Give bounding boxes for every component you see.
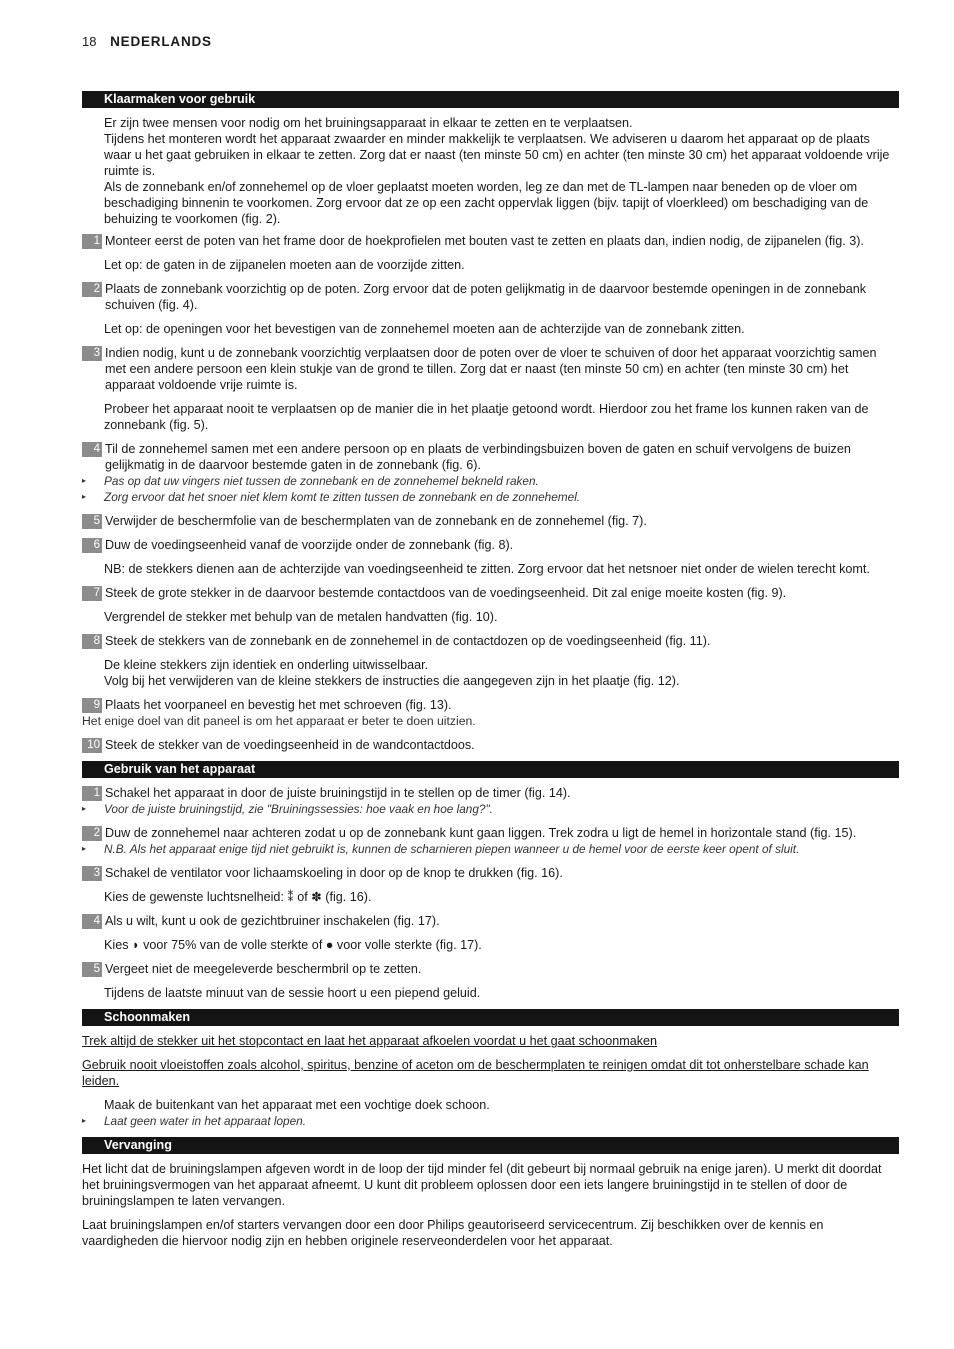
step-number: 2 [82, 282, 102, 297]
section-header-prep: Klaarmaken voor gebruik [82, 91, 899, 108]
step-number: 2 [82, 826, 102, 841]
intro-line-1: Er zijn twee mensen voor nodig om het bruiningsapparaat in elkaar te zetten en te verplaatsen. [104, 116, 633, 130]
bullet-icon: ▸ [82, 1116, 87, 1125]
step-note: Kies ◗ voor 75% van de volle sterkte of ● voor volle sterkte (fig. 17). [104, 938, 482, 952]
page-content [82, 91, 899, 1257]
step-note: Tijdens de laatste minuut van de sessie hoort u een piepend geluid. [104, 986, 481, 1000]
section-header-use: Gebruik van het apparaat [82, 761, 899, 778]
intro-line-3: Als de zonnebank en/of zonnehemel op de vloer geplaatst moeten worden, leg ze dan met de TL-lampen naar beneden op de vloer om beschadiging binnenin te voorkomen. Zorg ervoor dat ze op een zacht oppervlak liggen (bijv. tapijt of vloerkleed) om beschadiging van de behuizing te voorkomen (fig. 2). [104, 180, 869, 226]
step-note: Let op: de openingen voor het bevestigen van de zonnehemel moeten aan de achterzijde van de zonnebank zitten. [104, 322, 745, 336]
step-number: 8 [82, 634, 102, 649]
step-number: 4 [82, 442, 102, 457]
step-3: 3 Indien nodig, kunt u de zonnebank voorzichtig verplaatsen door de poten over de vloer te schuiven of door het apparaat voorzichtig samen met een andere persoon een klein stukje van de grond te tillen. Zorg dat er naast (ten minste 50 cm) en achter (ten minste 30 cm) het apparaat voldoende vrije ruimte is. [82, 345, 899, 393]
step-number: 7 [82, 586, 102, 601]
step-number: 9 [82, 698, 102, 713]
paragraph: Het licht dat de bruiningslampen afgeven wordt in de loop der tijd minder fel (dit gebeurt bij normaal gebruik na enige jaren). U merkt dit doordat het bruiningsvermogen van het apparaat afneemt. U kunt dit probleem oplossen door een iets langere bruiningstijd in te stellen of door de bruiningslampen te laten vervangen. [82, 1162, 882, 1208]
bullet-icon: ▸ [82, 804, 87, 813]
step-note: Kies de gewenste luchtsnelheid: ⁑ of ✽ (fig. 16). [104, 890, 372, 904]
step-2: 2 Plaats de zonnebank voorzichtig op de poten. Zorg ervoor dat de poten gelijkmatig in de daarvoor bestemde openingen in de zonnebank schuiven (fig. 4). [82, 281, 899, 313]
page-number: 18 [82, 34, 97, 49]
intro-text [82, 115, 899, 227]
paragraph: Maak de buitenkant van het apparaat met een vochtige doek schoon. [104, 1098, 490, 1112]
paragraph: Laat bruiningslampen en/of starters vervangen door een door Philips geautoriseerd servicecentrum. Zij beschikken over de kennis en vaardigheden die hiervoor nodig zijn en hebben originele reserveonderdelen voor het apparaat. [82, 1218, 824, 1248]
use-step-3: 3 Schakel de ventilator voor lichaamskoeling in door op de knop te drukken (fig. 16). [82, 865, 899, 881]
step-number: 10 [82, 738, 102, 753]
step-note: Probeer het apparaat nooit te verplaatsen op de manier die in het plaatje getoond wordt. Hierdoor zou het frame los kunnen raken van de zonnebank (fig. 5). [104, 402, 869, 432]
use-step-4: 4 Als u wilt, kunt u ook de gezichtbruiner inschakelen (fig. 17). [82, 913, 899, 929]
step-number: 1 [82, 786, 102, 801]
intro-line-2: Tijdens het monteren wordt het apparaat zwaarder en minder makkelijk te verplaatsen. We adviseren u daarom het apparaat op de plaats waar u het gaat gebruiken in elkaar te zetten. Zorg dat er naast (ten minste 50 cm) en achter (ten minste 30 cm) het apparaat voldoende vrije ruimte is. [104, 132, 890, 178]
use-step-1: 1 Schakel het apparaat in door de juiste bruiningstijd in te stellen op de timer (fig. 14). [82, 785, 899, 801]
step-number: 6 [82, 538, 102, 553]
step-8: 8 Steek de stekkers van de zonnebank en de zonnehemel in de contactdozen op de voedingseenheid (fig. 11). [82, 633, 899, 649]
step-10: 10 Steek de stekker van de voedingseenheid in de wandcontactdoos. [82, 737, 899, 753]
step-1: 1 Monteer eerst de poten van het frame door de hoekprofielen met bouten vast te zetten en plaats dan, indien nodig, de zijpanelen (fig. 3). [82, 233, 899, 249]
step-note: De kleine stekkers zijn identiek en onderling uitwisselbaar. Volg bij het verwijderen van de kleine stekkers de instructies die aangegeven zijn in het plaatje (fig. 12). [104, 658, 680, 688]
step-note: NB: de stekkers dienen aan de achterzijde van voedingseenheid te zitten. Zorg ervoor dat het netsnoer niet onder de wielen terecht komt. [104, 562, 870, 576]
warning-text: Gebruik nooit vloeistoffen zoals alcohol, spiritus, benzine of aceton om de beschermplaten te reinigen omdat dit tot onherstelbare schade kan leiden. [82, 1058, 869, 1088]
step-number: 3 [82, 866, 102, 881]
step-number: 5 [82, 514, 102, 529]
use-step-2: 2 Duw de zonnehemel naar achteren zodat u op de zonnebank kunt gaan liggen. Trek zodra u ligt de hemel in horizontale stand (fig. 15). [82, 825, 899, 841]
bullet-item: ▸ N.B. Als het apparaat enige tijd niet gebruikt is, kunnen de scharnieren piepen wanneer u de hemel voor de eerste keer opent of sluit. [82, 842, 800, 856]
bullet-item: ▸ Voor de juiste bruiningstijd, zie "Bruiningssessies: hoe vaak en hoe lang?". [82, 802, 493, 816]
language-label: NEDERLANDS [110, 34, 212, 49]
page-header [82, 34, 212, 50]
step-number: 1 [82, 234, 102, 249]
bullet-icon: ▸ [82, 492, 87, 501]
step-6: 6 Duw de voedingseenheid vanaf de voorzijde onder de zonnebank (fig. 8). [82, 537, 899, 553]
bullet-icon: ▸ [82, 844, 87, 853]
step-4: 4 Til de zonnehemel samen met een andere persoon op en plaats de verbindingsbuizen boven de gaten en schuif vervolgens de buizen gelijkmatig in de daarvoor bestemde gaten in de zonnebank (fig. 6). [82, 441, 899, 473]
step-7: 7 Steek de grote stekker in de daarvoor bestemde contactdoos van de voedingseenheid. Dit zal enige moeite kosten (fig. 9). [82, 585, 899, 601]
step-note: Vergrendel de stekker met behulp van de metalen handvatten (fig. 10). [104, 610, 498, 624]
step-note: Het enige doel van dit paneel is om het apparaat er beter te doen uitzien. [82, 714, 476, 728]
bullet-item: ▸ Zorg ervoor dat het snoer niet klem komt te zitten tussen de zonnebank en de zonnehemel. [82, 490, 581, 504]
warning-text: Trek altijd de stekker uit het stopcontact en laat het apparaat afkoelen voordat u het gaat schoonmaken [82, 1034, 658, 1048]
bullet-item: ▸ Laat geen water in het apparaat lopen. [82, 1114, 307, 1128]
step-number: 5 [82, 962, 102, 977]
use-step-5: 5 Vergeet niet de meegeleverde beschermbril op te zetten. [82, 961, 899, 977]
section-header-replace: Vervanging [82, 1137, 899, 1154]
section-header-clean: Schoonmaken [82, 1009, 899, 1026]
bullet-item: ▸ Pas op dat uw vingers niet tussen de zonnebank en de zonnehemel bekneld raken. [82, 474, 539, 488]
bullet-icon: ▸ [82, 476, 87, 485]
step-note: Let op: de gaten in de zijpanelen moeten aan de voorzijde zitten. [104, 258, 465, 272]
step-9: 9 Plaats het voorpaneel en bevestig het met schroeven (fig. 13). [82, 697, 899, 713]
step-number: 3 [82, 346, 102, 361]
step-5: 5 Verwijder de beschermfolie van de beschermplaten van de zonnebank en de zonnehemel (fig. 7). [82, 513, 899, 529]
step-number: 4 [82, 914, 102, 929]
